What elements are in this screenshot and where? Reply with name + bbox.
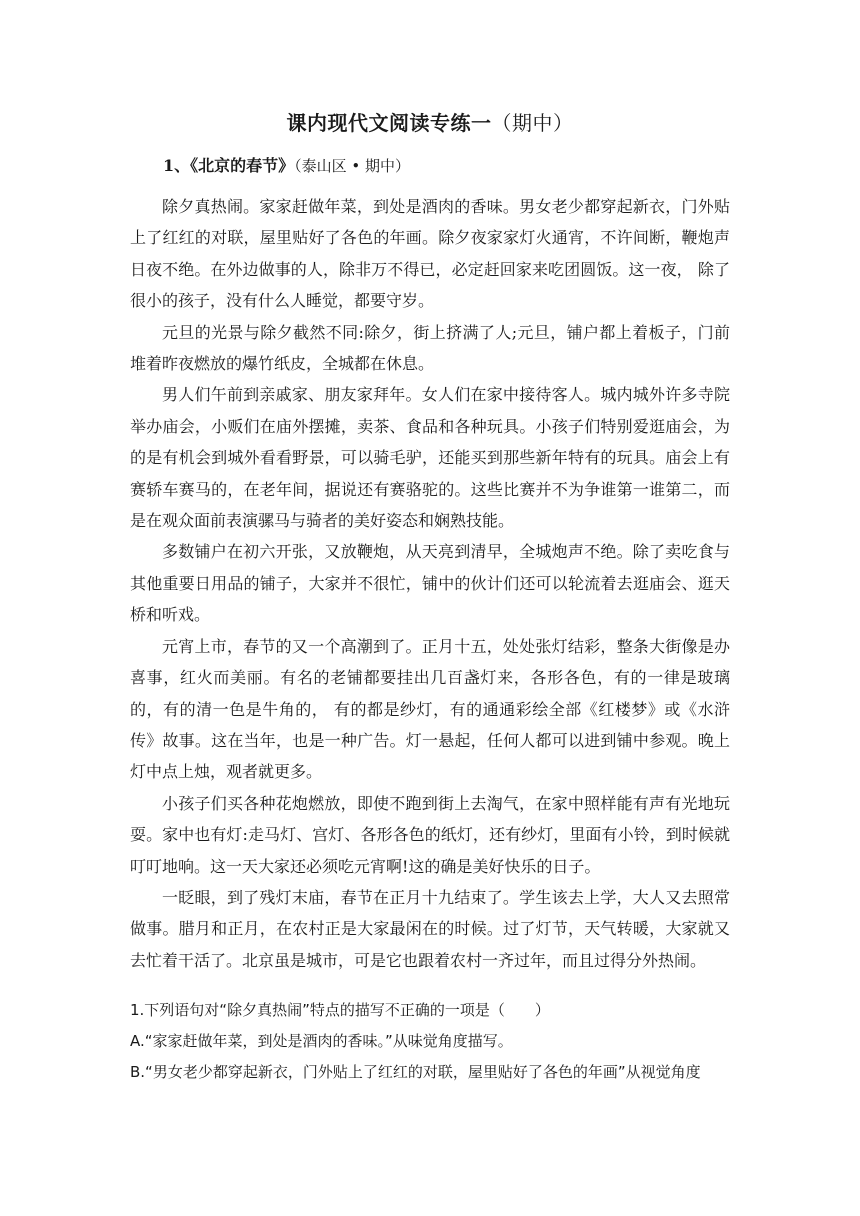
- title-sub: （期中）: [491, 111, 574, 135]
- section-heading: [163, 153, 410, 176]
- paragraph: 男人们午前到亲戚家、朋友家拜年。女人们在家中接待客人。城内城外许多寺院举办庙会，小贩们在庙外摆摊，卖茶、食品和各种玩具。小孩子们特别爱逛庙会，为的是有机会到城外看看野景，可以骑毛驴，还能买到那些新年特有的玩具。庙会上有赛轿车赛马的，在老年间，据说还有赛骆驼的。这些比赛并不为争谁第一谁第二，而是在观众面前表演骡马与骑者的美好姿态和娴熟技能。: [130, 385, 730, 531]
- section-source: （泰山区 • 期中）: [294, 157, 411, 175]
- section-title: 1、《北京的春节》: [163, 156, 295, 175]
- paragraph: 多数铺户在初六开张，又放鞭炮，从天亮到清早，全城炮声不绝。除了卖吃食与其他重要日用品的铺子，大家并不很忙，铺中的伙计们还可以轮流着去逛庙会、逛天桥和听戏。: [130, 542, 730, 625]
- paragraph: 一眨眼，到了残灯末庙，春节在正月十九结束了。学生该去上学，大人又去照常做事。腊月和正月，在农村正是大家最闲在的时候。过了灯节，天气转暖，大家就又去忙着干活了。北京虽是城市，可是它也跟着农村一齐过年，而且过得分外热闹。: [130, 887, 730, 970]
- paragraph: 小孩子们买各种花炮燃放，即使不跑到街上去淘气，在家中照样能有声有光地玩耍。家中也有灯:走马灯、宫灯、各形各色的纸灯，还有纱灯，里面有小铃，到时候就叮叮地响。这一天大家还必须吃元宵啊!这的确是美好快乐的日子。: [130, 793, 730, 876]
- page-title: [0, 107, 860, 136]
- paragraph: 元旦的光景与除夕截然不同:除夕，街上挤满了人;元旦，铺户都上着板子，门前堆着昨夜燃放的爆竹纸皮，全城都在休息。: [130, 322, 730, 374]
- title-main: 课内现代文阅读专练一: [286, 111, 492, 135]
- paragraph: 元宵上市，春节的又一个高潮到了。正月十五，处处张灯结彩，整条大街像是办喜事，红火而美丽。有名的老铺都要挂出几百盏灯来，各形各色，有的一律是玻璃的，有的清一色是牛角的， 有的都是纱灯，有的通通彩绘全部《红楼梦》或《水浒传》故事。这在当年，也是一种广告。灯一悬起，任何人都可以进到铺中参观。晚上灯中点上烛，观者就更多。: [130, 636, 730, 782]
- option-a: A.“家家赶做年菜，到处是酒肉的香味。”从味觉角度描写。: [130, 1032, 513, 1050]
- option-b: B.“男女老少都穿起新衣，门外贴上了红红的对联，屋里贴好了各色的年画”从视觉角度: [130, 1063, 701, 1081]
- question-stem: 1.下列语句对“除夕真热闹”特点的描写不正确的一项是（ ）: [130, 1001, 550, 1019]
- paragraph: 除夕真热闹。家家赶做年菜，到处是酒肉的香味。男女老少都穿起新衣，门外贴上了红红的对联，屋里贴好了各色的年画。除夕夜家家灯火通宵，不许间断，鞭炮声日夜不绝。在外边做事的人，除非万不得已，必定赶回家来吃团圆饭。这一夜， 除了很小的孩子，没有什么人睡觉，都要守岁。: [130, 197, 730, 311]
- passage: [130, 191, 730, 976]
